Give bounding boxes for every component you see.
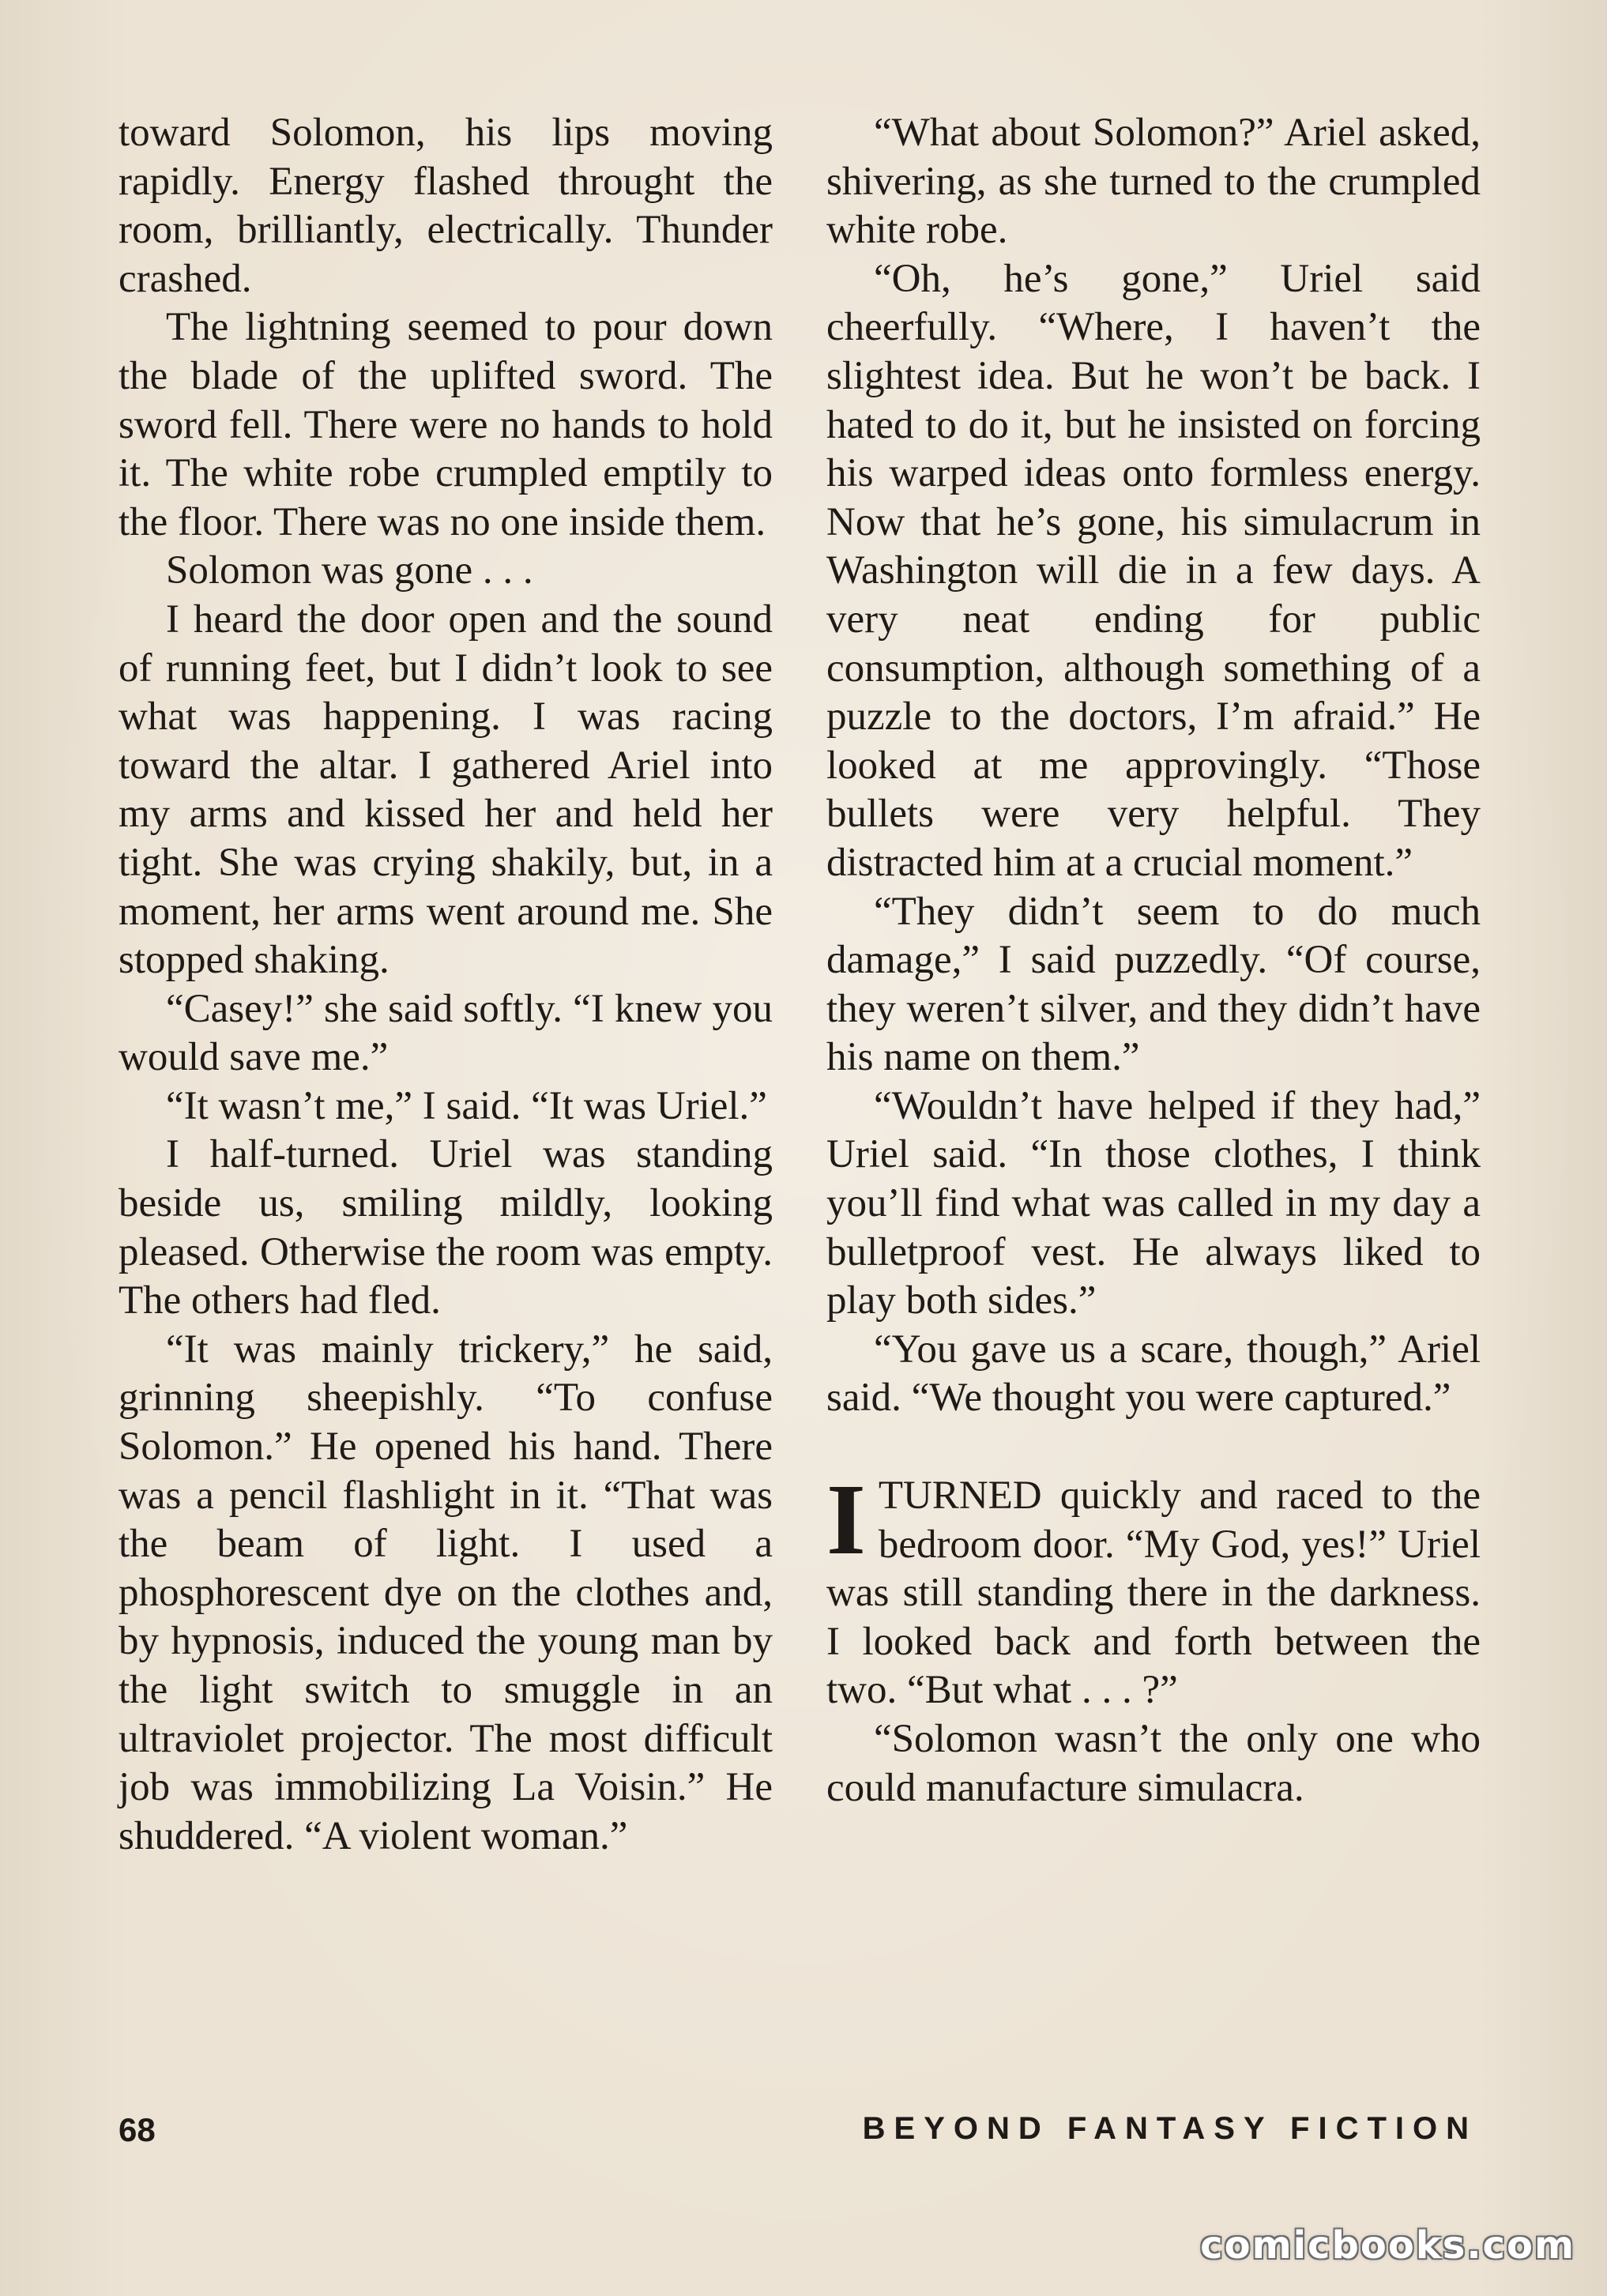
watermark: comicbooks.com	[1200, 2223, 1575, 2268]
paragraph: toward Solomon, his lips moving rapidly. Energy flashed throught the room, brilliantly, electrically. Thunder crashed.	[119, 111, 773, 301]
paragraph: “Wouldn’t have helped if they had,” Uriel said. “In those clothes, I think you’ll find what was called in my day a bulletproof vest. He always liked to play both sides.”	[826, 1083, 1481, 1323]
paragraph: “Casey!” she said softly. “I knew you would save me.”	[119, 986, 773, 1080]
paragraph: “It wasn’t me,” I said. “It was Uriel.”	[166, 1083, 767, 1128]
paragraph: I half-turned. Uriel was standing beside us, smiling mildly, looking pleased. Otherwise the room was empty. The others had fled.	[119, 1132, 773, 1323]
paragraph: “Oh, he’s gone,” Uriel said cheerfully. “Where, I haven’t the slightest idea. But he won’t be back. I hated to do it, but he insisted on forcing his warped ideas onto formless energy. Now that he’s gone, his simulacrum in Washington will die in a few days. A very neat ending for public consumption, although something of a puzzle to the doctors, I’m afraid.” He looked at me approvingly. “Those bullets were very helpful. They distracted him at a crucial moment.”	[826, 256, 1481, 885]
paragraph: “They didn’t seem to do much damage,” I said puzzedly. “Of course, they weren’t silver, and they didn’t have his name on them.”	[826, 889, 1481, 1080]
section-opening-text: TURNED quickly and raced to the bedroom door. “My God, yes!” Uriel was still standing there in the darkness. I looked back and forth between the two. “But what . . . ?”	[826, 1474, 1481, 1713]
page-number: 68	[119, 2111, 156, 2148]
paragraph: I heard the door open and the sound of running feet, but I didn’t look to see what was happening. I was racing toward the altar. I gathered Ariel into my arms and kissed her and held her tight. She was crying shakily, but, in a moment, her arms went around me. She stopped shaking.	[119, 597, 773, 983]
section-opening-paragraph	[826, 1463, 1481, 1715]
paragraph: “It was mainly trickery,” he said, grinning sheepishly. “To confuse Solomon.” He opened his hand. There was a pencil flashlight in it. “That was the beam of light. I used a phosphorescent dye on the clothes and, by hypnosis, induced the young man by the light switch to smuggle in an ultraviolet projector. The most difficult job was immobilizing La Voisin.” He shuddered. “A violent woman.”	[119, 1327, 773, 1858]
paragraph: “You gave us a scare, though,” Ariel said. “We thought you were captured.”	[826, 1327, 1481, 1421]
running-head: BEYOND FANTASY FICTION	[862, 2111, 1477, 2146]
paragraph: The lightning seemed to pour down the blade of the uplifted sword. The sword fell. There were no hands to hold it. The white robe crumpled emptily to the floor. There was no one inside them.	[119, 305, 773, 544]
left-column	[119, 109, 773, 1861]
paragraph: “What about Solomon?” Ariel asked, shivering, as she turned to the crumpled white robe.	[826, 111, 1481, 253]
drop-cap: I	[826, 1463, 866, 1576]
page-footer	[119, 2111, 1477, 2159]
paragraph: “Solomon wasn’t the only one who could manufacture simulacra.	[826, 1717, 1481, 1810]
right-column	[826, 109, 1481, 1812]
paragraph: Solomon was gone . . .	[166, 548, 533, 593]
